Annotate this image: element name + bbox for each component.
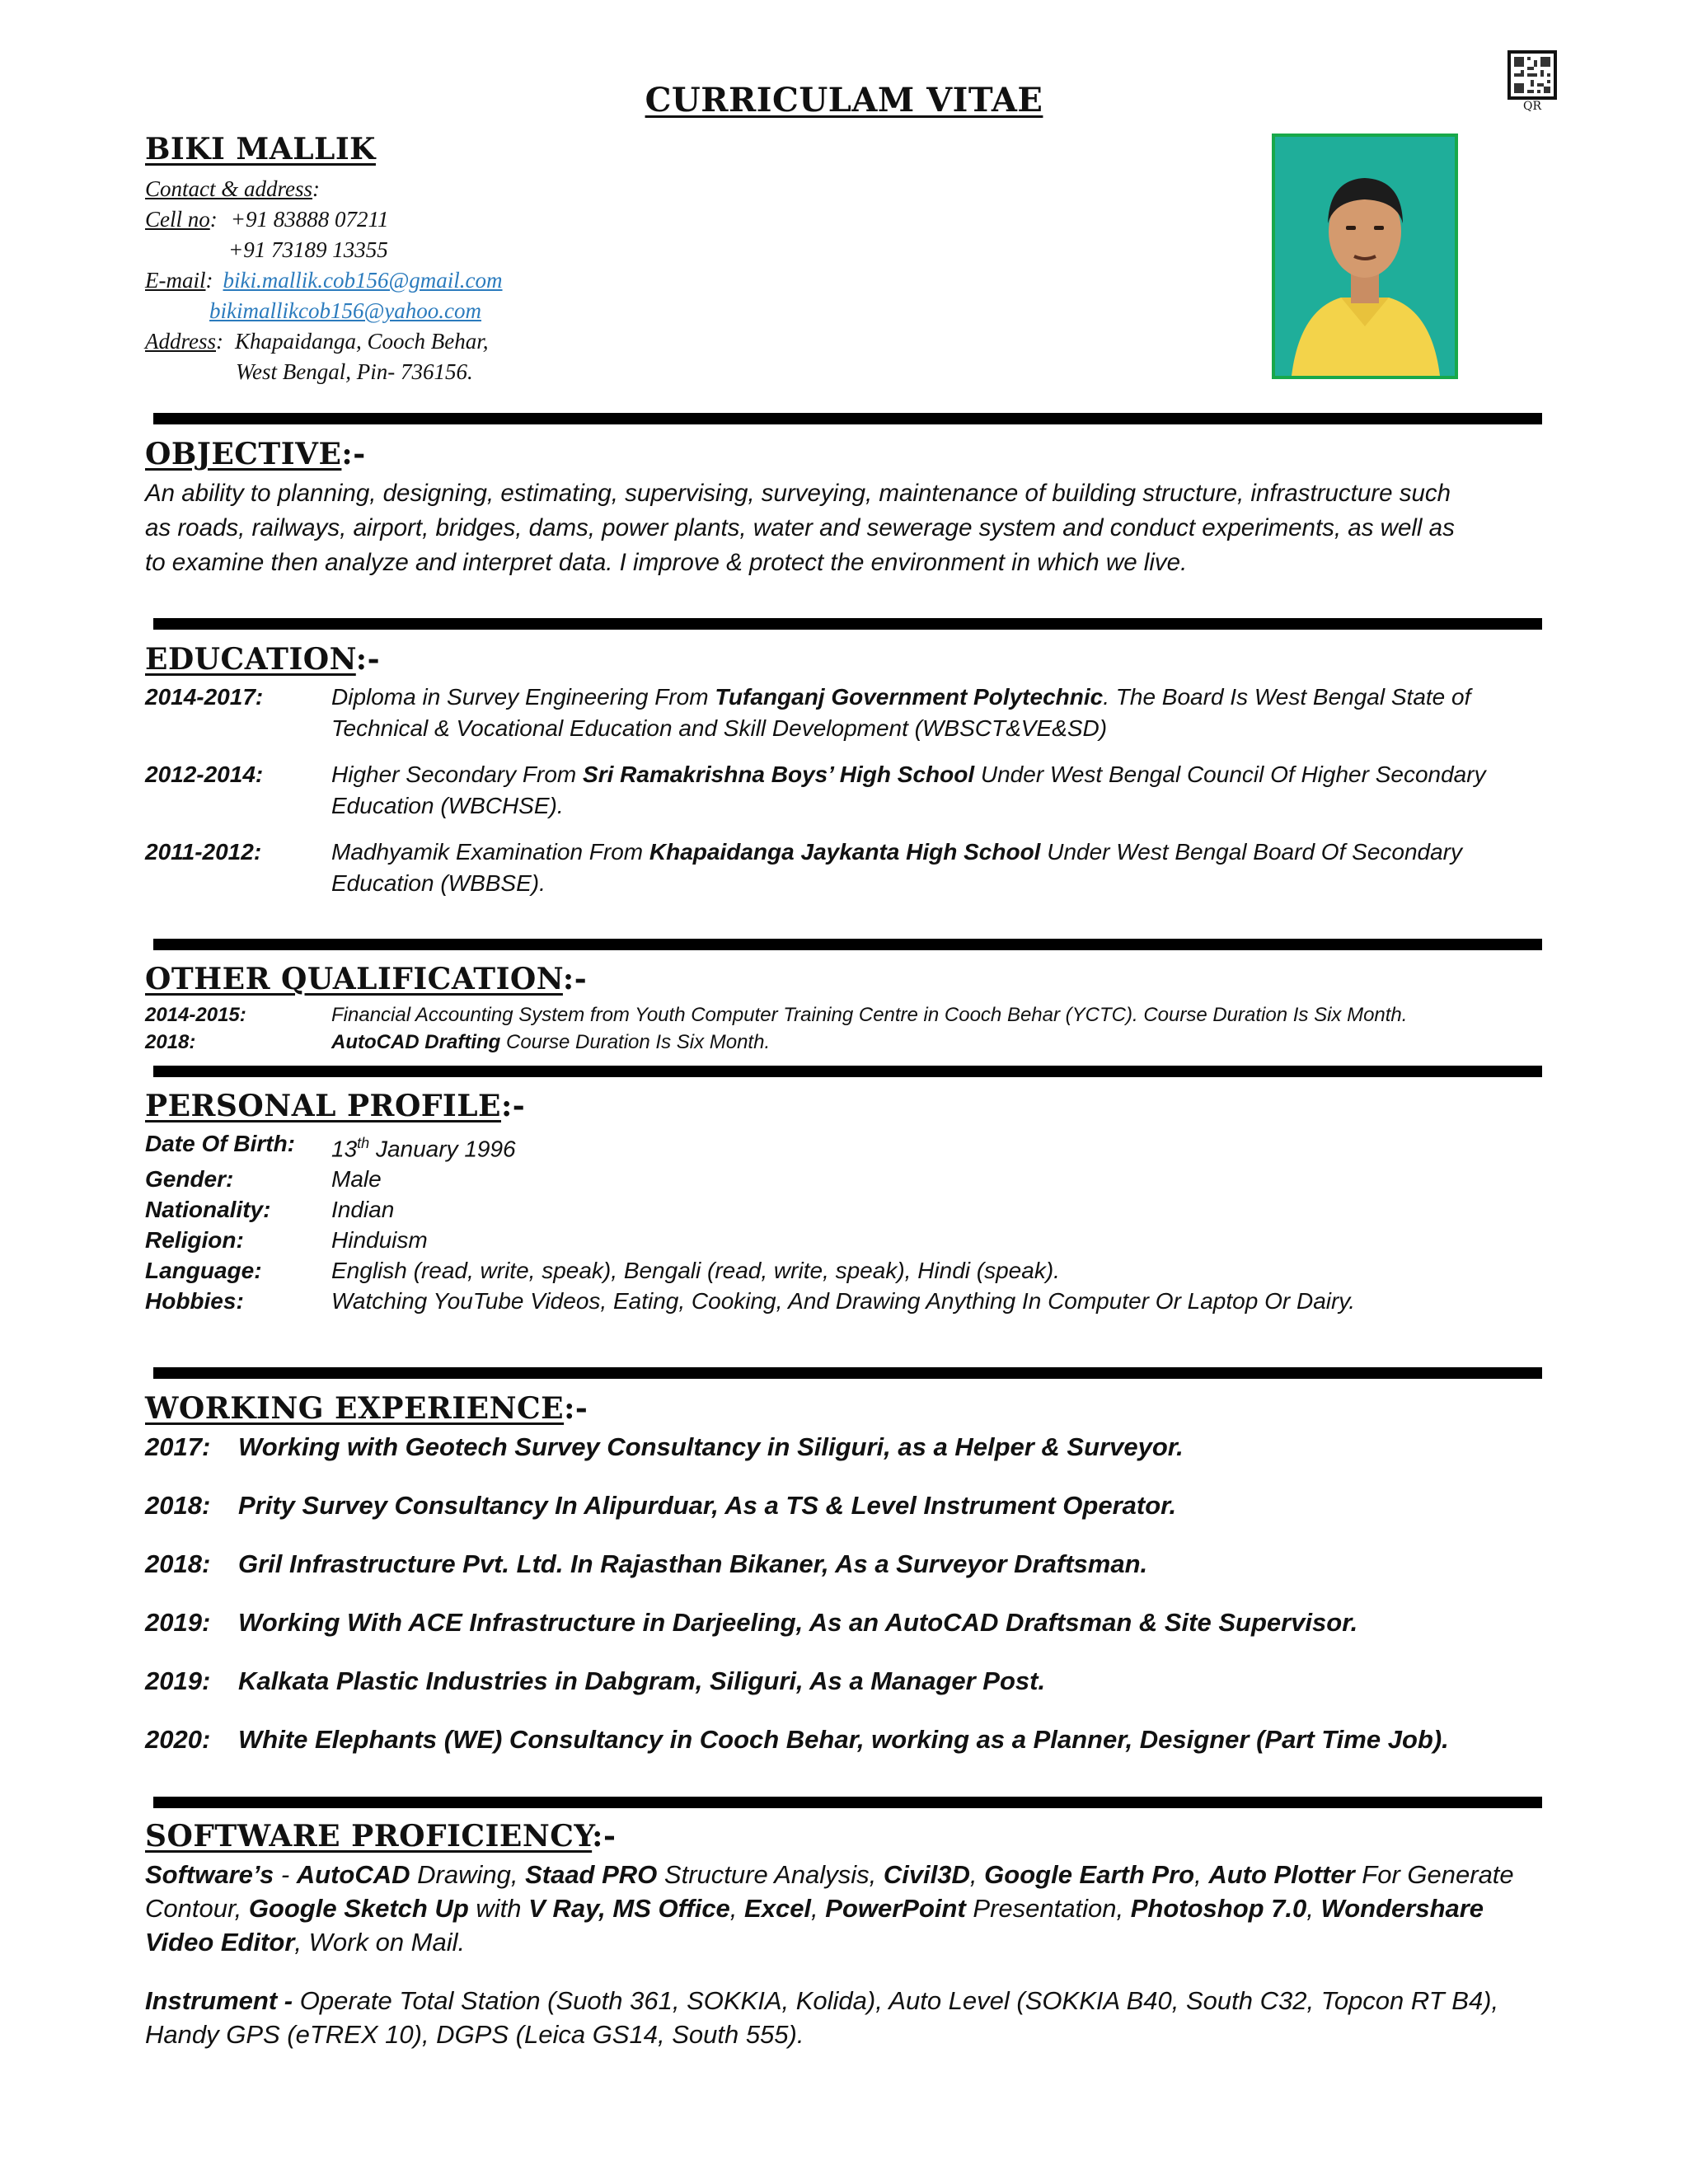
experience-row (145, 1606, 1449, 1665)
education-year: 2011-2012: (145, 839, 262, 865)
instrument-text: Operate Total Station (Suoth 361, SOKKIA, Kolida), Auto Level (SOKKIA B40, South C32, Topcon RT B4), Handy GPS (eTREX 10), DGPS (Leica GS14, South 555). (145, 1986, 1499, 2049)
qualification-year: 2014-2015: (145, 1004, 246, 1026)
email-label: E-mail (145, 268, 206, 293)
address-text-2: West Bengal, Pin- 736156. (236, 359, 473, 384)
page-title-text: CURRICULAM VITAE (645, 81, 1043, 120)
objective-text (145, 476, 1546, 580)
email-line-1: E-mail: biki.mallik.cob156@gmail.com (145, 268, 503, 293)
profile-label: Hobbies: (145, 1288, 244, 1315)
profile-row (145, 1286, 1355, 1316)
institution-name: Tufanganj Government Polytechnic (715, 684, 1104, 710)
education-list (145, 682, 1535, 914)
education-year: 2012-2014: (145, 762, 264, 787)
instrument-paragraph (145, 1984, 1546, 2051)
experience-year: 2018: (145, 1549, 211, 1578)
instrument-label: Instrument - (145, 1986, 293, 2015)
experience-row (145, 1489, 1449, 1548)
experience-year: 2019: (145, 1666, 211, 1695)
qualification-text: Financial Accounting System from Youth Computer Training Centre in Cooch Behar (YCTC). Course Duration Is Six Month. (331, 1004, 1408, 1026)
profile-value: Watching YouTube Videos, Eating, Cooking, And Drawing Anything In Computer Or Laptop Or Dairy. (331, 1288, 1356, 1315)
email-line-2 (145, 296, 722, 326)
cell-number-2: +91 73189 13355 (228, 237, 388, 262)
profile-label: Nationality: (145, 1197, 271, 1223)
section-divider (153, 1367, 1542, 1379)
cell-number-1: +91 83888 07211 (230, 207, 389, 232)
experience-row (145, 1723, 1449, 1782)
qualification-text: AutoCAD Drafting Course Duration Is Six Month. (331, 1031, 771, 1053)
section-divider (153, 413, 1542, 424)
institution-name: Khapaidanga Jaykanta High School (649, 839, 1041, 865)
experience-year: 2020: (145, 1725, 211, 1754)
education-text: Higher Secondary From Sri Ramakrishna Boys’ High School Under West Bengal Council Of Higher Secondary Education (WBCHSE). (331, 762, 1486, 818)
experience-year: 2019: (145, 1608, 211, 1637)
qualification-row (145, 1029, 1407, 1056)
software-paragraph: Software’s - AutoCAD Drawing, Staad PRO Structure Analysis, Civil3D, Google Earth Pro, Auto Plotter For Generate Contour, Google Sketch Up with V Ray, MS Office, Excel, PowerPoint Presentation, Photoshop 7.0, Wondershare Video Editor, Work on Mail. (145, 1860, 1514, 1957)
page-title (0, 81, 1688, 120)
objective-heading: OBJECTIVE:- (145, 437, 366, 471)
address-label: Address (145, 329, 216, 354)
qr-code (1507, 50, 1557, 100)
profile-label: Date Of Birth: (145, 1131, 295, 1156)
experience-text: White Elephants (WE) Consultancy in Cooch Behar, working as a Planner, Designer (Part Time Job). (238, 1725, 1449, 1754)
address-text-1: Khapaidanga, Cooch Behar, (235, 329, 489, 354)
experience-text: Working with Geotech Survey Consultancy in Siliguri, as a Helper & Surveyor. (238, 1432, 1184, 1461)
education-year: 2014-2017: (145, 684, 264, 710)
working-experience-heading: WORKING EXPERIENCE:- (145, 1391, 588, 1426)
education-row (145, 682, 1535, 759)
address-line-1: Address: Khapaidanga, Cooch Behar, (145, 329, 489, 354)
person-photo-icon (1275, 137, 1455, 376)
profile-value: English (read, write, speak), Bengali (read, write, speak), Hindi (speak). (331, 1258, 1060, 1284)
personal-profile-list (145, 1128, 1355, 1316)
email-link-1[interactable]: biki.mallik.cob156@gmail.com (223, 268, 503, 293)
education-heading: EDUCATION:- (145, 642, 381, 677)
profile-row (145, 1255, 1355, 1286)
experience-text: Kalkata Plastic Industries in Dabgram, Siliguri, As a Manager Post. (238, 1666, 1046, 1695)
contact-block (145, 174, 722, 387)
cell-line-2 (145, 235, 722, 265)
profile-row (145, 1164, 1355, 1194)
objective-line: An ability to planning, designing, estimating, supervising, surveying, maintenance of building structure, infrastructure such (145, 480, 1451, 507)
profile-row (145, 1225, 1355, 1255)
qualification-row (145, 1001, 1407, 1029)
experience-text: Gril Infrastructure Pvt. Ltd. In Rajasthan Bikaner, As a Surveyor Draftsman. (238, 1549, 1148, 1578)
profile-photo (1272, 134, 1458, 379)
experience-text: Working With ACE Infrastructure in Darjeeling, As an AutoCAD Draftsman & Site Supervisor. (238, 1608, 1358, 1637)
experience-row (145, 1548, 1449, 1606)
objective-line: as roads, railways, airport, bridges, dams, power plants, water and sewerage system and conduct experiments, as well as (145, 514, 1455, 541)
profile-label: Religion: (145, 1227, 244, 1254)
education-row (145, 759, 1535, 837)
section-divider (153, 1797, 1542, 1808)
profile-label: Gender: (145, 1166, 234, 1193)
profile-value: Hinduism (331, 1227, 428, 1254)
contact-heading: Contact & address (145, 176, 313, 201)
other-qualification-list (145, 1001, 1407, 1056)
experience-year: 2017: (145, 1432, 211, 1461)
email-link-2[interactable]: bikimallikcob156@yahoo.com (209, 298, 482, 323)
section-divider (153, 1066, 1542, 1077)
candidate-name: BIKI MALLIK (145, 132, 376, 166)
other-qualification-heading: OTHER QUALIFICATION:- (145, 962, 588, 996)
cell-line-1: Cell no: +91 83888 07211 (145, 207, 389, 232)
institution-name: Sri Ramakrishna Boys’ High School (583, 762, 975, 787)
experience-row (145, 1431, 1449, 1489)
education-text: Madhyamik Examination From Khapaidanga Jaykanta High School Under West Bengal Board Of Secondary Education (WBBSE). (331, 839, 1463, 896)
experience-row (145, 1665, 1449, 1723)
working-experience-list (145, 1431, 1449, 1782)
education-text: Diploma in Survey Engineering From Tufanganj Government Polytechnic. The Board Is West Bengal State of Technical & Vocational Education and Skill Development (WBSCT&VE&SD) (331, 684, 1471, 741)
experience-year: 2018: (145, 1491, 211, 1520)
profile-label: Language: (145, 1258, 262, 1284)
cell-label: Cell no (145, 207, 210, 232)
qualification-year: 2018: (145, 1031, 196, 1053)
qr-code-icon (1511, 54, 1554, 96)
section-divider (153, 618, 1542, 630)
education-row (145, 837, 1535, 914)
software-proficiency-heading: SOFTWARE PROFICIENCY:- (145, 1819, 617, 1854)
profile-value: Male (331, 1166, 382, 1193)
profile-row (145, 1194, 1355, 1225)
personal-profile-heading: PERSONAL PROFILE:- (145, 1089, 526, 1123)
objective-line: to examine then analyze and interpret data. I improve & protect the environment in which we live. (145, 549, 1188, 576)
section-divider (153, 939, 1542, 950)
profile-row (145, 1128, 1355, 1164)
profile-value: 13th January 1996 (331, 1135, 516, 1162)
profile-value: Indian (331, 1197, 395, 1223)
experience-text: Prity Survey Consultancy In Alipurduar, As a TS & Level Instrument Operator. (238, 1491, 1177, 1520)
qr-label: QR (1522, 100, 1542, 113)
address-line-2 (145, 357, 722, 387)
contact-heading-line: Contact & address: (145, 176, 321, 201)
